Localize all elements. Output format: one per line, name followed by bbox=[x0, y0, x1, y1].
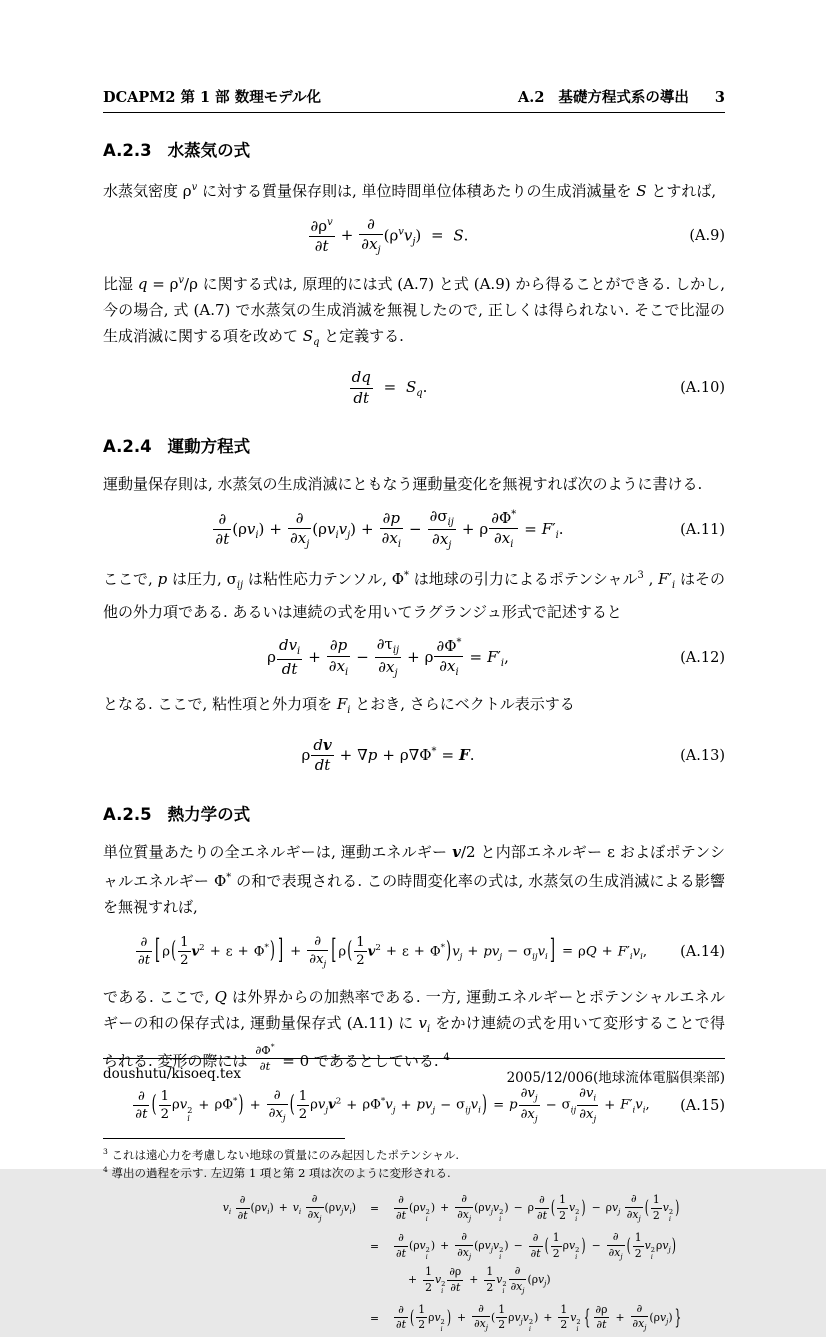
footnote-3: $^3$ これは遠心力を考慮しない地球の質量にのみ起因したポテンシャル. bbox=[103, 1146, 460, 1162]
equation-a11 bbox=[103, 508, 725, 552]
footnote-4: $^4$ 導出の過程を示す. 左辺第 1 項と第 2 項は次のように変形される. bbox=[103, 1165, 451, 1181]
paragraph-heating-rate: である. ここで, Q は外界からの加熱率である. 一方, 運動エネルギーとポテンシャルエネルギーの和の保存式は, 運動量保存式 (A.11) に $v_i$ をかけ連続の式を用いて変形することで得られる. 変形の際には $\frac{\partial\Phi^*}{\partial t}$ = 0 であるとしている. $^4$ bbox=[103, 987, 726, 1073]
equation-a14-number: (A.14) bbox=[680, 943, 725, 960]
derivation-rhs-2-cont: + $\frac{1}{2}$ v 2 i $\frac{\partial\rho}{\partial t}$ + $\frac{1}{2}$ v 2 i ∂ $\partial x_j$ $(\rho v_j)$ bbox=[408, 1264, 551, 1296]
equals-sign: = bbox=[370, 1311, 380, 1325]
section-title: 運動方程式 bbox=[167, 437, 251, 456]
equals-sign: = bbox=[370, 1239, 380, 1253]
paragraph-momentum-intro: 運動量保存則は, 水蒸気の生成消滅にともなう運動量変化を無視すれば次のように書ける. bbox=[103, 475, 703, 493]
derivation-row-1 bbox=[131, 1189, 683, 1227]
header-page-number: 3 bbox=[714, 89, 725, 106]
section-title: 熱力学の式 bbox=[167, 804, 251, 824]
footer-filename: doushutu/kisoeq.tex bbox=[103, 1066, 241, 1082]
header-right bbox=[518, 86, 725, 107]
equation-a10-number: (A.10) bbox=[680, 380, 725, 396]
derivation-row-2-continued bbox=[131, 1265, 683, 1299]
derivation-row-3 bbox=[131, 1299, 683, 1337]
paragraph-specific-humidity: 比湿 $q = \rho^v/\rho$ に関する式は, 原理的には式 (A.7) と式 (A.9) から得ることができる. しかし, 今の場合, 式 (A.7) で水蒸気の生成消滅を無視したので, 正しくは得られない. そこで比湿の生成消滅に関する項を改めて $S_q$ と定義する. bbox=[103, 275, 725, 348]
page-content bbox=[103, 86, 725, 1337]
equation-a13-number: (A.13) bbox=[680, 747, 725, 764]
section-heading-a25 bbox=[103, 801, 725, 825]
derivation-rhs-3: ∂ ∂t ( $\frac{1}{2}$ ρv 2 i ) + ∂ $\partial x_j$ ( $\frac{1}{2}$ $\rho v_jv$ 2 i ) + $\frac{1}{2}$ v 2 i { $\frac{\partial\rho}{\partial t}$ + ∂ $\partial x_j$ $(\rho v_j)$ } bbox=[396, 1302, 682, 1333]
section-heading-a24 bbox=[103, 433, 725, 457]
equation-a9-body: $\frac{\partial\rho^v}{\partial t}$ + ∂ $\partial x_j$ $(\rho^vv_j) = S$. bbox=[310, 214, 469, 256]
section-number: A.2.4 bbox=[103, 437, 152, 456]
equation-a13-body: ρ $\frac{dv}{dt}$ + ∇p + ρ∇Φ* = F. bbox=[301, 735, 475, 775]
header-section-number: A.2 bbox=[518, 89, 545, 106]
paragraph-pressure-terms: ここで, p は圧力, $\sigma_{ij}$ は粘性応力テンソル, Φ* は地球の引力によるポテンシャル$^3$ , $F'_i$ はその他の外力項である. あるいは連続の式を用いてラグランジュ形式で記述すると bbox=[103, 569, 725, 621]
equation-a11-body: ∂ ∂t $(\rho v_i)$ + ∂ $\partial x_j$ $(\rho v_iv_j)$ + $\frac{\partial p}{\partial x_i}$ − $\partial\sigma_{ij}$ $\partial x_j$ + ρ $\frac{\partial\Phi^*}{\partial x_i}$ = $F'_i$. bbox=[215, 507, 564, 552]
header-section-title: 基礎方程式系の導出 bbox=[558, 89, 689, 106]
derivation-rhs-2: ∂ ∂t (ρv 2 i ) + ∂ $\partial x_j$ ($\rho v_jv$ 2 i ) − ∂ ∂t ( $\frac{1}{2}$ ρv 2 i ) − ∂ $\partial x_j$ ( $\frac{1}{2}$ v 2 i $\rho v_j$) bbox=[396, 1230, 676, 1262]
paragraph-energy-intro: 単位質量あたりの全エネルギーは, 運動エネルギー v/2 と内部エネルギー ε およぼポテンシャルエネルギー Φ* の和で表現される. この時間変化率の式は, 水蒸気の生成消滅による影響を無視すれば, bbox=[103, 842, 725, 916]
derivation-rhs-1: ∂ ∂t (ρv 2 i ) + ∂ $\partial x_j$ ($\rho v_jv$ 2 i ) − ρ ∂ ∂t ( $\frac{1}{2}$ v 2 i ) − $\rho v_j$ ∂ $\partial x_j$ ( $\frac{1}{2}$ v 2 i ) bbox=[396, 1192, 680, 1224]
section-number: A.2.5 bbox=[103, 804, 152, 824]
footnote-rule bbox=[103, 1138, 345, 1139]
equation-a15-body: ∂ ∂t ( $\frac{1}{2}$ ρv 2 i + ρΦ*) + ∂ $\partial x_j$ ( $\frac{1}{2}$ $\rho v_jv^2 + \rho\Phi^*v_j + pv_j - \sigma_{ij}v_i) = p$ $\frac{\partial v_j}{\partial x_j}$ − $\sigma_{ij}$ $\frac{\partial v_i}{\partial x_j}$ + $F'_iv_i$, bbox=[135, 1086, 650, 1125]
equation-a12-body: ρ $dv_i$ dt + $\frac{\partial p}{\partial x_i}$ − $\partial\tau_{ij}$ $\partial x_j$ + ρ $\frac{\partial\Phi^*}{\partial x_i}$ = $F'_i$, bbox=[267, 634, 509, 680]
equation-a14-body: ∂ ∂t [ ρ( $\frac{1}{2}$ $v^2 + \varepsilon + \Phi^*$) ] + ∂ $\partial x_j$ [ ρ( $\frac{1}{2}$ $v^2 + \varepsilon + \Phi^*)v_j + pv_j - \sigma_{ij}v_i$ ] = $\rho Q + F'_iv_i$, bbox=[137, 933, 648, 970]
footer-date-credit: 2005/12/006(地球流体電脳倶楽部) bbox=[506, 1070, 725, 1086]
header-left-title: DCAPM2 第 1 部 数理モデル化 bbox=[103, 89, 321, 106]
section-heading-a23 bbox=[103, 137, 725, 161]
equation-a15 bbox=[103, 1085, 725, 1127]
page-footer bbox=[103, 1058, 725, 1086]
equation-a13 bbox=[103, 735, 725, 777]
paragraph-water-vapor-intro: 水蒸気密度 $\rho^v$ に対する質量保存則は, 単位時間単位体積あたりの生成消滅量を S とすれば, bbox=[103, 182, 717, 200]
equation-a10 bbox=[103, 367, 725, 409]
equation-a9 bbox=[103, 215, 725, 257]
equation-a9-number: (A.9) bbox=[689, 228, 725, 244]
footnote-derivation bbox=[131, 1189, 683, 1337]
equation-a12-number: (A.12) bbox=[680, 649, 725, 666]
equals-sign: = bbox=[370, 1201, 380, 1215]
equation-a11-number: (A.11) bbox=[680, 521, 725, 538]
paragraph-vector-form: となる. ここで, 粘性項と外力項を $F_i$ とおき, さらにベクトル表示する bbox=[103, 694, 575, 716]
equation-a12 bbox=[103, 636, 725, 680]
derivation-row-2 bbox=[131, 1227, 683, 1265]
equation-a14 bbox=[103, 931, 725, 973]
derivation-lhs: $v_i$ ∂ ∂t $(\rho v_i) + v_i$ ∂ $\partial x_j$ $(\rho v_jv_i)$ bbox=[222, 1192, 356, 1223]
equation-a15-number: (A.15) bbox=[680, 1097, 725, 1114]
equation-a10-body: $\frac{dq}{dt}$ = $S_q$. bbox=[351, 368, 428, 407]
page-header bbox=[103, 86, 725, 113]
section-number: A.2.3 bbox=[103, 141, 152, 160]
section-title: 水蒸気の式 bbox=[167, 141, 251, 160]
